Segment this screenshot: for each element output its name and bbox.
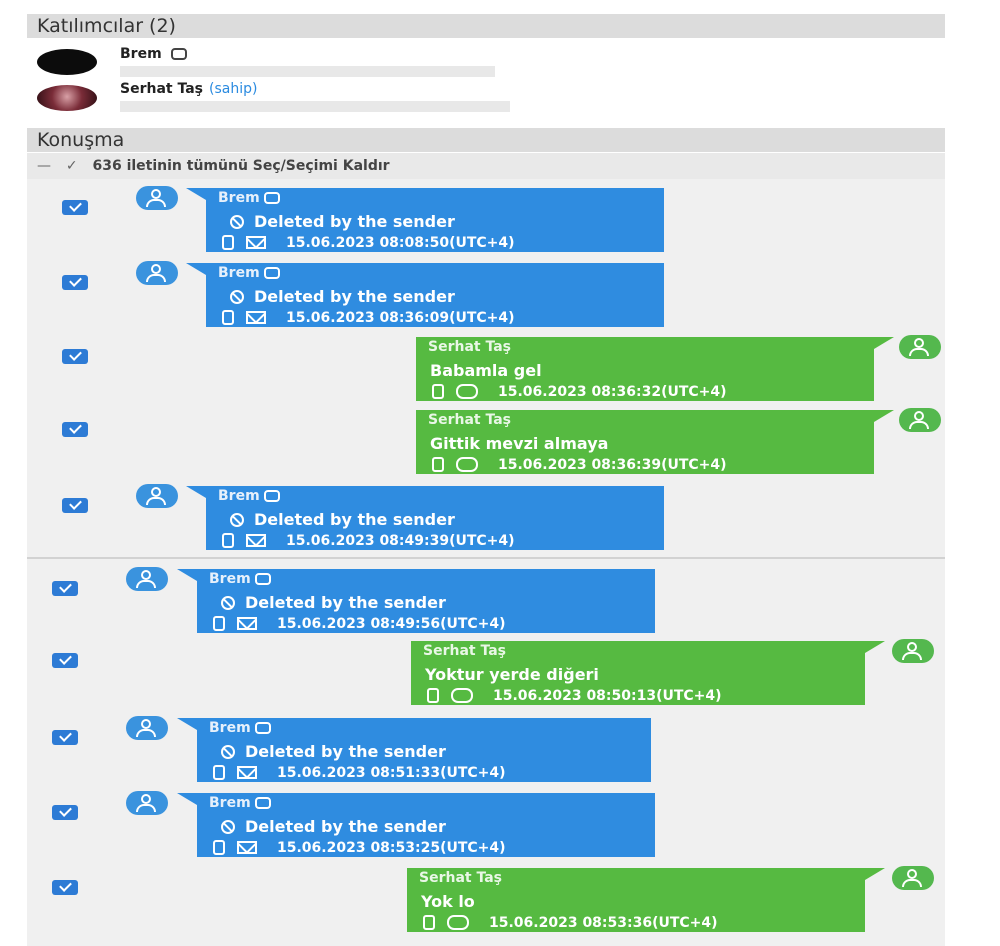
incoming-message[interactable] [206, 486, 664, 550]
message-text [430, 361, 542, 380]
avatar-body [902, 652, 922, 660]
avatar-head [907, 642, 917, 652]
bubble-tail [186, 263, 206, 275]
avatar-body [146, 274, 166, 282]
avatar-head [151, 189, 161, 199]
message-sender [218, 265, 280, 281]
redacted-contact-info [120, 66, 495, 77]
message-sender [209, 795, 271, 811]
deleted-icon [221, 596, 235, 610]
divider [27, 557, 945, 559]
message-sender-name: Serhat Taş [428, 412, 511, 428]
contact-avatar-icon [899, 408, 941, 432]
avatar-body [136, 580, 156, 588]
message-sender-name: Brem [209, 795, 251, 811]
message-text-content: Gittik mevzi almaya [430, 434, 609, 453]
check-icon[interactable]: ✓ [65, 158, 78, 174]
message-text [221, 817, 446, 836]
message-checkbox[interactable] [62, 200, 88, 215]
message-text [230, 510, 455, 529]
outgoing-message[interactable] [416, 410, 874, 474]
message-meta [423, 915, 718, 933]
mail-icon [246, 236, 266, 249]
contact-avatar-icon [126, 791, 168, 815]
participant-name [120, 46, 187, 62]
message-text-content: Deleted by the sender [245, 593, 446, 612]
deleted-icon [230, 290, 244, 304]
mail-icon [237, 617, 257, 630]
message-sender [419, 870, 502, 886]
mail-icon [237, 766, 257, 779]
outgoing-message[interactable] [407, 868, 865, 932]
message-checkbox[interactable] [52, 805, 78, 820]
message-timestamp: 15.06.2023 08:36:32(UTC+4) [498, 384, 727, 400]
contact-avatar-icon [892, 639, 934, 663]
phone-icon [213, 765, 225, 780]
deleted-icon [221, 820, 235, 834]
incoming-message[interactable] [197, 718, 651, 782]
avatar-head [141, 794, 151, 804]
user-badge-icon [171, 48, 187, 60]
bubble-tail [186, 188, 206, 200]
deleted-icon [230, 513, 244, 527]
avatar-body [909, 421, 929, 429]
message-checkbox[interactable] [52, 653, 78, 668]
participant-name-text: Serhat Taş [120, 81, 203, 97]
message-timestamp: 15.06.2023 08:08:50(UTC+4) [286, 235, 515, 251]
message-text [430, 434, 608, 453]
message-timestamp: 15.06.2023 08:53:36(UTC+4) [489, 915, 718, 931]
phone-icon [427, 688, 439, 703]
bubble-tail [865, 868, 885, 880]
outgoing-message[interactable] [411, 641, 865, 705]
message-text-content: Deleted by the sender [254, 287, 455, 306]
message-timestamp: 15.06.2023 08:51:33(UTC+4) [277, 765, 506, 781]
message-checkbox[interactable] [52, 581, 78, 596]
phone-icon [213, 840, 225, 855]
avatar [37, 49, 97, 75]
message-sender [218, 488, 280, 504]
message-sender [428, 339, 511, 355]
phone-icon [222, 310, 234, 325]
message-meta [222, 533, 515, 551]
message-checkbox[interactable] [62, 422, 88, 437]
bubble-tail [874, 337, 894, 349]
avatar-head [907, 869, 917, 879]
group-icon [447, 915, 469, 930]
message-text [230, 287, 455, 306]
message-sender [209, 571, 271, 587]
user-badge-icon [264, 192, 280, 204]
contact-avatar-icon [136, 261, 178, 285]
bubble-tail [186, 486, 206, 498]
select-all-label: 636 iletinin tümünü Seç/Seçimi Kaldır [92, 158, 390, 174]
user-badge-icon [255, 573, 271, 585]
incoming-message[interactable] [206, 263, 664, 327]
incoming-message[interactable] [197, 569, 655, 633]
group-icon [456, 384, 478, 399]
contact-avatar-icon [892, 866, 934, 890]
message-checkbox[interactable] [62, 349, 88, 364]
message-checkbox[interactable] [62, 275, 88, 290]
conversation-header: Konuşma [27, 128, 945, 152]
message-timestamp: 15.06.2023 08:36:09(UTC+4) [286, 310, 515, 326]
message-sender-name: Brem [218, 190, 260, 206]
message-timestamp: 15.06.2023 08:50:13(UTC+4) [493, 688, 722, 704]
message-checkbox[interactable] [52, 730, 78, 745]
message-meta [213, 765, 506, 783]
message-text [425, 665, 599, 684]
select-all-toggle[interactable] [27, 153, 945, 179]
contact-avatar-icon [126, 716, 168, 740]
message-meta [222, 310, 515, 328]
message-meta [213, 616, 506, 634]
bubble-tail [865, 641, 885, 653]
collapse-icon[interactable]: — [37, 158, 51, 174]
bubble-tail [177, 569, 197, 581]
avatar-body [136, 804, 156, 812]
message-sender-name: Serhat Taş [419, 870, 502, 886]
avatar-head [151, 487, 161, 497]
avatar-body [146, 497, 166, 505]
phone-icon [432, 384, 444, 399]
participants-header: Katılımcılar (2) [27, 14, 945, 38]
message-sender [209, 720, 271, 736]
bubble-tail [177, 793, 197, 805]
deleted-icon [221, 745, 235, 759]
message-text-content: Deleted by the sender [245, 817, 446, 836]
bubble-tail [874, 410, 894, 422]
incoming-message[interactable] [206, 188, 664, 252]
phone-icon [222, 533, 234, 548]
deleted-icon [230, 215, 244, 229]
message-meta [432, 384, 727, 402]
mail-icon [246, 311, 266, 324]
group-icon [451, 688, 473, 703]
message-sender-name: Serhat Taş [428, 339, 511, 355]
contact-avatar-icon [136, 484, 178, 508]
phone-icon [423, 915, 435, 930]
message-checkbox[interactable] [62, 498, 88, 513]
mail-icon [246, 534, 266, 547]
avatar [37, 85, 97, 111]
bubble-tail [177, 718, 197, 730]
owner-label: (sahip) [209, 81, 258, 97]
message-text-content: Deleted by the sender [254, 212, 455, 231]
outgoing-message[interactable] [416, 337, 874, 401]
avatar-body [146, 199, 166, 207]
message-timestamp: 15.06.2023 08:53:25(UTC+4) [277, 840, 506, 856]
user-badge-icon [255, 722, 271, 734]
contact-avatar-icon [899, 335, 941, 359]
avatar-head [914, 411, 924, 421]
message-checkbox[interactable] [52, 880, 78, 895]
avatar-head [141, 570, 151, 580]
message-sender [428, 412, 511, 428]
message-text-content: Yoktur yerde diğeri [425, 665, 599, 684]
message-timestamp: 15.06.2023 08:49:56(UTC+4) [277, 616, 506, 632]
message-text [421, 892, 475, 911]
message-text-content: Deleted by the sender [245, 742, 446, 761]
message-sender-name: Brem [218, 488, 260, 504]
avatar-head [151, 264, 161, 274]
incoming-message[interactable] [197, 793, 655, 857]
message-timestamp: 15.06.2023 08:49:39(UTC+4) [286, 533, 515, 549]
message-meta [213, 840, 506, 858]
user-badge-icon [255, 797, 271, 809]
user-badge-icon [264, 490, 280, 502]
message-text [230, 212, 455, 231]
message-text [221, 742, 446, 761]
message-sender-name: Serhat Taş [423, 643, 506, 659]
avatar-body [909, 348, 929, 356]
avatar-head [914, 338, 924, 348]
message-meta [222, 235, 515, 253]
message-meta [432, 457, 727, 475]
mail-icon [237, 841, 257, 854]
message-text [221, 593, 446, 612]
message-meta [427, 688, 722, 706]
message-text-content: Yok lo [421, 892, 475, 911]
phone-icon [432, 457, 444, 472]
contact-avatar-icon [126, 567, 168, 591]
avatar-body [902, 879, 922, 887]
message-text-content: Deleted by the sender [254, 510, 455, 529]
message-text-content: Babamla gel [430, 361, 542, 380]
redacted-contact-info [120, 101, 510, 112]
message-sender [423, 643, 506, 659]
avatar-head [141, 719, 151, 729]
contact-avatar-icon [136, 186, 178, 210]
phone-icon [222, 235, 234, 250]
message-sender-name: Brem [209, 571, 251, 587]
group-icon [456, 457, 478, 472]
participant-name [120, 81, 257, 97]
user-badge-icon [264, 267, 280, 279]
participant-name-text: Brem [120, 46, 162, 62]
message-sender-name: Brem [209, 720, 251, 736]
phone-icon [213, 616, 225, 631]
message-sender [218, 190, 280, 206]
message-timestamp: 15.06.2023 08:36:39(UTC+4) [498, 457, 727, 473]
avatar-body [136, 729, 156, 737]
message-sender-name: Brem [218, 265, 260, 281]
